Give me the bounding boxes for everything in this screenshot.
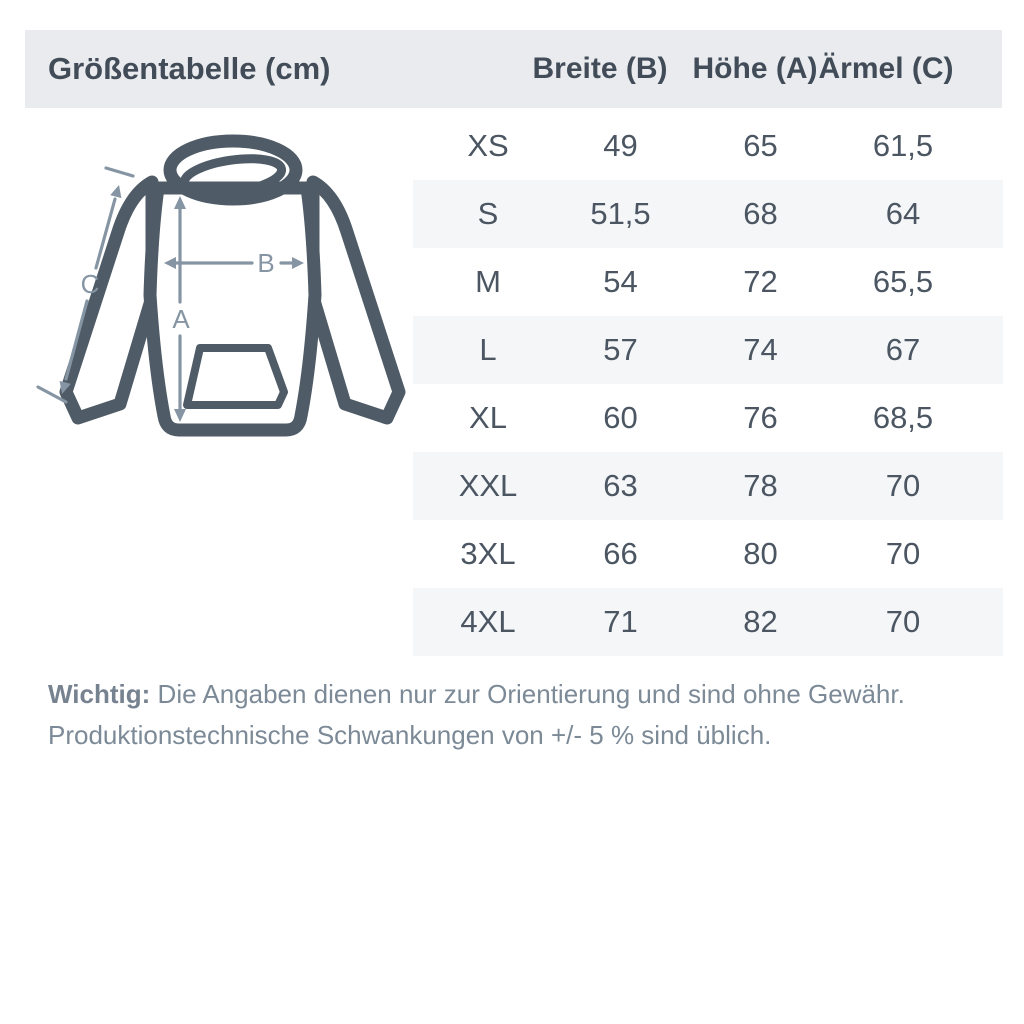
hoehe-value: 82: [743, 604, 778, 639]
breite-value: 60: [603, 400, 638, 435]
hoehe-value: 72: [743, 264, 778, 299]
hoodie-measurement-diagram: [36, 118, 416, 453]
aermel-value: 68,5: [872, 400, 934, 435]
aermel-value: 65,5: [872, 264, 934, 299]
measure-label-a: A: [172, 304, 190, 334]
aermel-value: 67: [885, 332, 921, 367]
page-title: Größentabelle (cm): [48, 51, 331, 86]
aermel-value: 70: [885, 468, 921, 503]
table-row: [413, 180, 1003, 248]
hoehe-value: 74: [743, 332, 778, 367]
hoodie-right-sleeve: [313, 182, 399, 418]
hoehe-value: 78: [743, 468, 778, 503]
column-header-breite: Breite (B): [532, 52, 668, 85]
note-prefix: Wichtig:: [48, 679, 151, 709]
column-header-aermel: Ärmel (C): [818, 52, 954, 85]
aermel-value: 70: [885, 604, 921, 639]
breite-value: 49: [603, 128, 638, 163]
size-label: S: [477, 196, 499, 231]
aermel-value: 64: [885, 196, 921, 231]
table-header-bar: [25, 30, 1002, 108]
size-label: 4XL: [460, 604, 516, 639]
hoehe-value: 80: [743, 536, 778, 571]
breite-value: 54: [603, 264, 638, 299]
size-label: XS: [467, 128, 509, 163]
hoehe-value: 68: [743, 196, 778, 231]
note-line2: Produktionstechnische Schwankungen von +/- 5 % sind üblich.: [48, 720, 772, 750]
hoodie-pocket: [187, 348, 284, 405]
column-header-hoehe: Höhe (A): [692, 52, 818, 85]
disclaimer-note: [48, 674, 988, 756]
table-row: [413, 248, 1003, 316]
table-row: [413, 588, 1003, 656]
hoehe-value: 65: [743, 128, 778, 163]
hoehe-value: 76: [743, 400, 778, 435]
table-row: [413, 316, 1003, 384]
breite-value: 63: [603, 468, 638, 503]
breite-value: 51,5: [590, 196, 651, 231]
size-label: L: [479, 332, 497, 367]
breite-value: 57: [603, 332, 638, 367]
size-table: [413, 112, 1003, 656]
size-label: M: [475, 264, 501, 299]
size-label: XXL: [458, 468, 518, 503]
note-line1: Die Angaben dienen nur zur Orientierung und sind ohne Gewähr.: [157, 679, 905, 709]
hoodie-illustration: [36, 118, 416, 453]
measure-label-c: C: [80, 269, 100, 299]
measure-label-b: B: [257, 248, 275, 278]
table-row: [413, 520, 1003, 588]
table-row: [413, 112, 1003, 180]
breite-value: 71: [603, 604, 638, 639]
table-row: [413, 452, 1003, 520]
size-label: XL: [469, 400, 507, 435]
arrowhead-c-top: [110, 185, 121, 198]
breite-value: 66: [603, 536, 638, 571]
table-row: [413, 384, 1003, 452]
size-label: 3XL: [460, 536, 516, 571]
aermel-value: 61,5: [872, 128, 934, 163]
aermel-value: 70: [885, 536, 921, 571]
